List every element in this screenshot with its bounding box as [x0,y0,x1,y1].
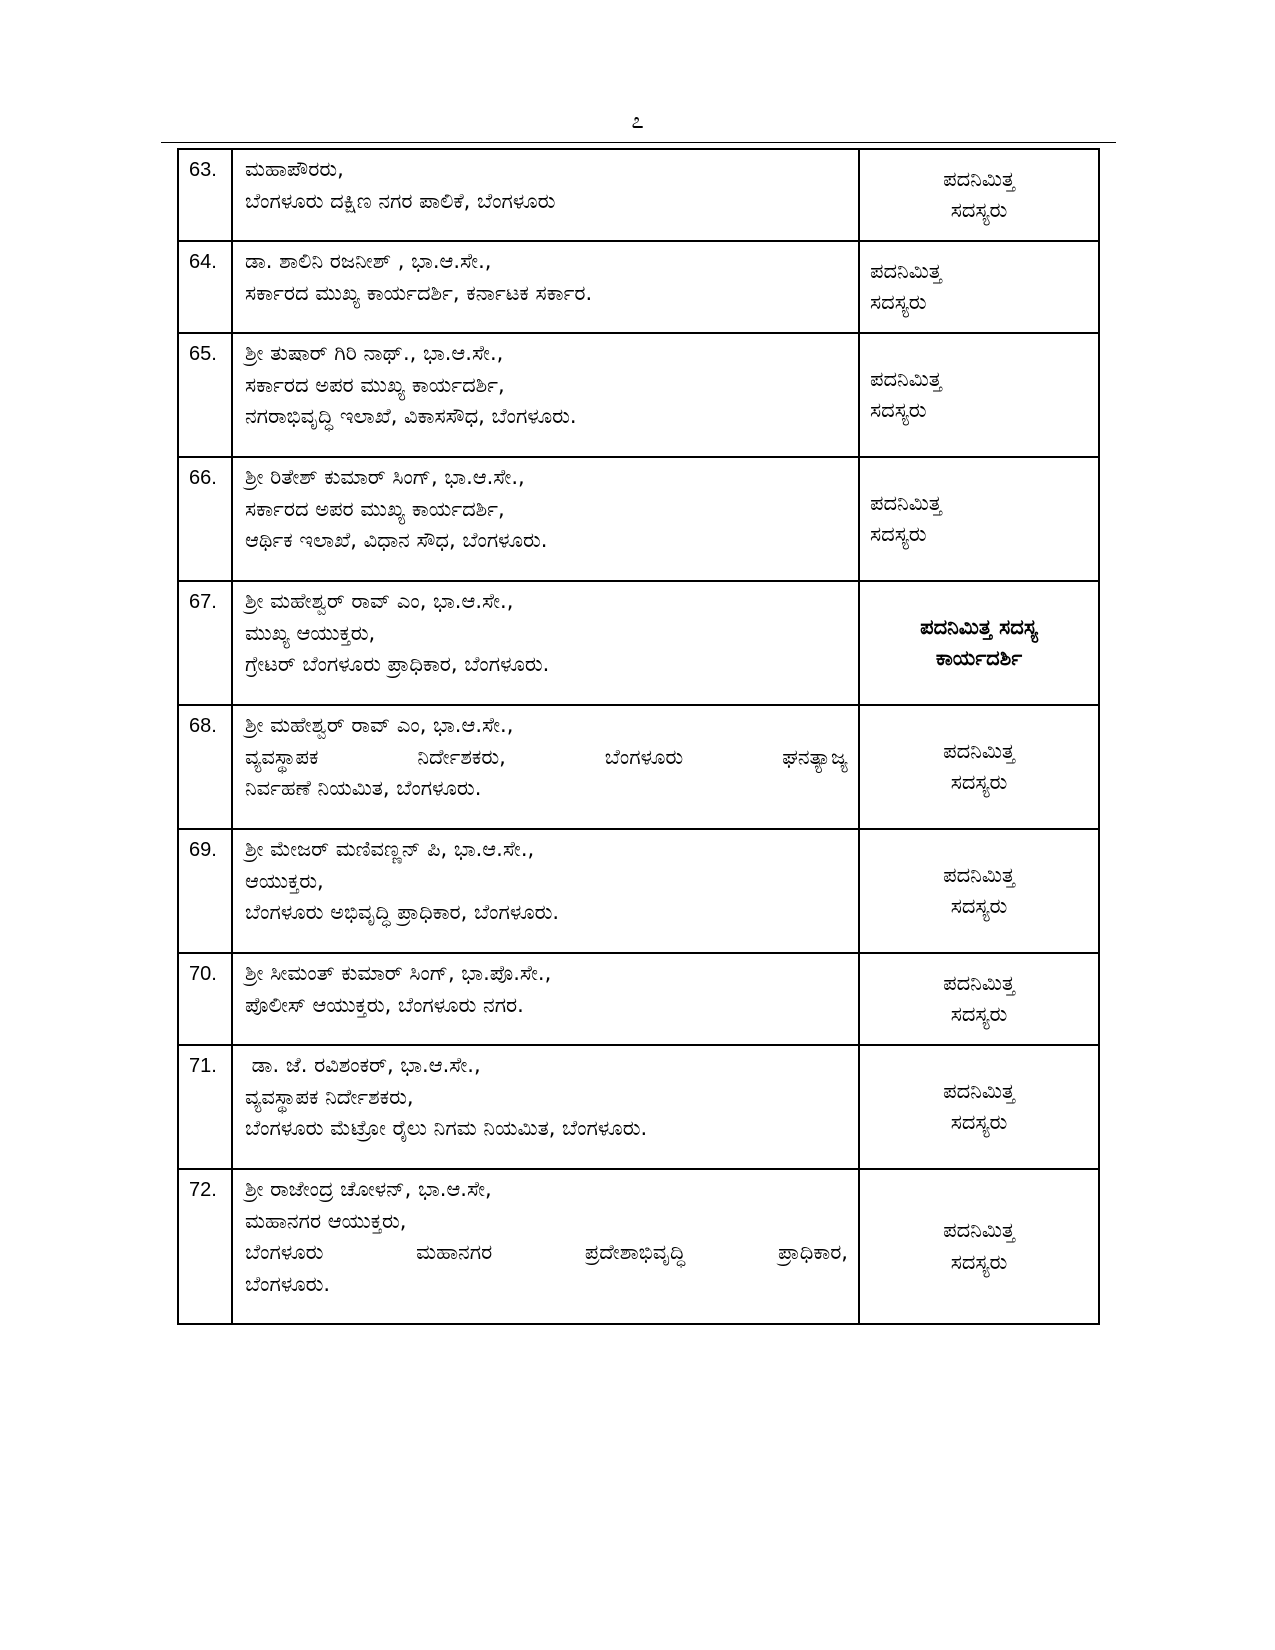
detail-line: ಶ್ರೀ ರಾಜೇಂದ್ರ ಚೋಳನ್, ಭಾ.ಆ.ಸೇ, [245,1177,492,1201]
detail-line: ಶ್ರೀ ಸೀಮಂತ್ ಕುಮಾರ್ ಸಿಂಗ್, ಭಾ.ಪೊ.ಸೇ., [245,961,552,985]
serial-number: 63. [178,149,232,241]
designation [859,1045,1099,1169]
role-line: ಕಾರ್ಯದರ್ಶಿ [935,646,1023,670]
designation [859,149,1099,241]
role-line: ಸದಸ್ಯರು [870,522,927,546]
detail-line: ಆರ್ಥಿಕ ಇಲಾಖೆ, ವಿಧಾನ ಸೌಧ, ಬೆಂಗಳೂರು. [245,528,548,552]
member-details [232,953,859,1045]
role-line: ಸದಸ್ಯರು [950,1249,1008,1274]
justified-line [245,742,848,774]
member-details [232,1169,859,1324]
detail-line: ಶ್ರೀ ಮಹೇಶ್ವರ್ ರಾವ್ ಎಂ, ಭಾ.ಆ.ಸೇ., [245,713,514,737]
detail-line: ಆಯುಕ್ತರು, [245,868,324,893]
detail-line: ಡಾ. ಶಾಲಿನಿ ರಜನೀಶ್ , ಭಾ.ಆ.ಸೇ., [245,249,492,273]
detail-line: ಶ್ರೀ ಮಹೇಶ್ವರ್ ರಾವ್ ಎಂ, ಭಾ.ಆ.ಸೇ., [245,589,514,613]
role-line: ಪದನಿಮಿತ್ತ [870,366,942,391]
serial-number: 65. [178,333,232,457]
role-line: ಪದನಿಮಿತ್ತ [870,258,942,283]
role-line: ಪದನಿಮಿತ್ತ [870,490,942,515]
serial-number: 71. [178,1045,232,1169]
word: ಘನತ್ಯಾಜ್ಯ [782,744,848,769]
detail-line: ಸರ್ಕಾರದ ಅಪರ ಮುಖ್ಯ ಕಾರ್ಯದರ್ಶಿ, [245,372,505,397]
serial-number: 66. [178,457,232,581]
word: ಪ್ರದೇಶಾಭಿವೃದ್ಧಿ [584,1240,686,1264]
role-line: ಸದಸ್ಯರು [950,770,1008,794]
designation [859,581,1099,705]
role-line: ಪದನಿಮಿತ್ತ [943,1218,1015,1242]
designation [859,953,1099,1045]
role-line: ಪದನಿಮಿತ್ತ ಸದಸ್ಯ [920,614,1038,639]
word: ಬೆಂಗಳೂರು [604,744,684,769]
word: ನಿರ್ದೇಶಕರು, [417,744,506,769]
members-table [177,148,1100,1325]
table-row [178,1045,1099,1169]
table-row [178,829,1099,953]
table-row [178,953,1099,1045]
designation [859,333,1099,457]
detail-line: ಮುಖ್ಯ ಆಯುಕ್ತರು, [245,620,376,645]
role-line: ಸದಸ್ಯರು [870,398,927,422]
member-details [232,705,859,829]
table-row [178,333,1099,457]
role-line: ಸದಸ್ಯರು [870,290,927,314]
table-row [178,1169,1099,1324]
member-details [232,829,859,953]
designation [859,457,1099,581]
serial-number: 68. [178,705,232,829]
serial-number: 64. [178,241,232,333]
detail-line: ನಗರಾಭಿವೃದ್ಧಿ ಇಲಾಖೆ, ವಿಕಾಸಸೌಧ, ಬೆಂಗಳೂರು. [245,404,577,428]
detail-line: ಬೆಂಗಳೂರು ಮೆಟ್ರೋ ರೈಲು ನಿಗಮ ನಿಯಮಿತ, ಬೆಂಗಳೂರು. [245,1116,648,1140]
page-number: ೭ [631,109,644,134]
role-line: ಸದಸ್ಯರು [950,1110,1008,1134]
detail-line: ಮಹಾನಗರ ಆಯುಕ್ತರು, [245,1208,407,1233]
role-line: ಪದನಿಮಿತ್ತ [943,970,1015,995]
detail-line: ನಿರ್ವಹಣೆ ನಿಯಮಿತ, ಬೆಂಗಳೂರು. [245,776,482,800]
detail-line: ಗ್ರೇಟರ್ ಬೆಂಗಳೂರು ಪ್ರಾಧಿಕಾರ, ಬೆಂಗಳೂರು. [245,652,550,676]
table-row [178,705,1099,829]
detail-line: ಬೆಂಗಳೂರು ದಕ್ಷಿಣ ನಗರ ಪಾಲಿಕೆ, ಬೆಂಗಳೂರು [245,188,556,213]
detail-line: ಬೆಂಗಳೂರು ಅಭಿವೃದ್ಧಿ ಪ್ರಾಧಿಕಾರ, ಬೆಂಗಳೂರು. [245,900,560,924]
detail-line: ವ್ಯವಸ್ಥಾಪಕ ನಿರ್ದೇಶಕರು, [245,1084,414,1109]
detail-line: ಮಹಾಪೌರರು, [245,157,344,181]
designation [859,829,1099,953]
table-row [178,581,1099,705]
word: ವ್ಯವಸ್ಥಾಪಕ [245,744,319,769]
role-line: ಪದನಿಮಿತ್ತ [943,1078,1015,1103]
detail-line: ಪೊಲೀಸ್ ಆಯುಕ್ತರು, ಬೆಂಗಳೂರು ನಗರ. [245,992,524,1017]
role-line: ಪದನಿಮಿತ್ತ [943,166,1015,191]
role-line: ಸದಸ್ಯರು [950,894,1008,918]
detail-line: ಶ್ರೀ ತುಷಾರ್ ಗಿರಿ ನಾಥ್., ಭಾ.ಆ.ಸೇ., [245,341,504,365]
designation [859,241,1099,333]
member-details [232,333,859,457]
member-details [232,581,859,705]
designation [859,1169,1099,1324]
table-row [178,457,1099,581]
detail-line: ಬೆಂಗಳೂರು. [245,1271,331,1296]
detail-line: ಸರ್ಕಾರದ ಮುಖ್ಯ ಕಾರ್ಯದರ್ಶಿ, ಕರ್ನಾಟಕ ಸರ್ಕಾರ. [245,280,593,305]
role-line: ಸದಸ್ಯರು [950,198,1008,222]
member-details [232,149,859,241]
header-rule [161,142,1116,143]
table-row [178,149,1099,241]
role-line: ಪದನಿಮಿತ್ತ [943,738,1015,763]
word: ಪ್ರಾಧಿಕಾರ, [777,1240,848,1264]
word: ಬೆಂಗಳೂರು [245,1240,324,1264]
serial-number: 67. [178,581,232,705]
detail-line: ಶ್ರೀ ಮೇಜರ್ ಮಣಿವಣ್ಣನ್ ಪಿ, ಭಾ.ಆ.ಸೇ., [245,837,535,861]
serial-number: 70. [178,953,232,1045]
member-details [232,457,859,581]
serial-number: 72. [178,1169,232,1324]
member-details [232,1045,859,1169]
role-line: ಸದಸ್ಯರು [950,1002,1008,1026]
designation [859,705,1099,829]
role-line: ಪದನಿಮಿತ್ತ [943,862,1015,887]
member-details [232,241,859,333]
justified-line [245,1237,848,1269]
table-row [178,241,1099,333]
detail-line: ಡಾ. ಜೆ. ರವಿಶಂಕರ್, ಭಾ.ಆ.ಸೇ., [245,1053,481,1077]
detail-line: ಶ್ರೀ ರಿತೇಶ್ ಕುಮಾರ್ ಸಿಂಗ್, ಭಾ.ಆ.ಸೇ., [245,465,525,489]
serial-number: 69. [178,829,232,953]
detail-line: ಸರ್ಕಾರದ ಅಪರ ಮುಖ್ಯ ಕಾರ್ಯದರ್ಶಿ, [245,496,505,521]
word: ಮಹಾನಗರ [416,1240,493,1264]
